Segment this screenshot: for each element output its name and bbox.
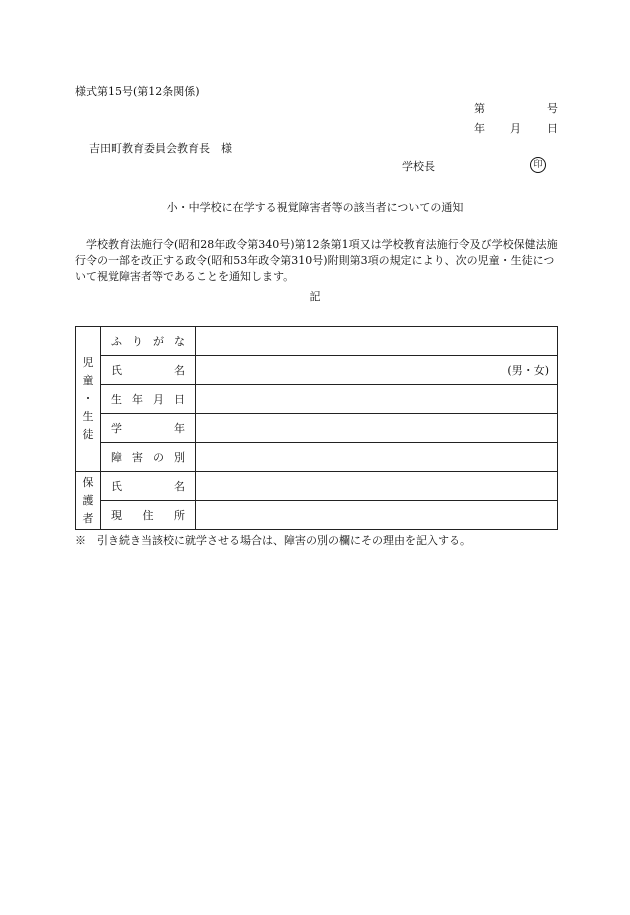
document-number-suffix: 号: [547, 102, 558, 115]
row-label-name: 氏 名: [101, 356, 196, 385]
seal-mark: 印: [530, 157, 546, 173]
body-text: 学校教育法施行令(昭和28年政令第340号)第12条第1項又は学校教育法施行令及び学校保健法施行令の一部を改正する政令(昭和53年政令第310号)附則第3項の規定により、次の児童・生徒について視覚障害者等であることを通知します。: [75, 238, 558, 283]
grade-field[interactable]: [196, 414, 558, 443]
disability-type-field[interactable]: [196, 443, 558, 472]
principal-label: 学校長: [402, 160, 435, 173]
table-row: [76, 501, 558, 530]
row-label-birthdate: 生 年 月 日: [101, 385, 196, 414]
row-label-address: 現 住 所: [101, 501, 196, 530]
row-label-guardian-name: 氏 名: [101, 472, 196, 501]
birthdate-field[interactable]: [196, 385, 558, 414]
form-number: 様式第15号(第12条関係): [75, 85, 200, 98]
date-year-label: 年: [474, 122, 485, 135]
document-number-prefix: 第: [474, 102, 485, 115]
row-label-furigana: ふ り が な: [101, 327, 196, 356]
row-label-grade: 学 年: [101, 414, 196, 443]
table-row: [76, 327, 558, 356]
addressee: 吉田町教育委員会教育長 様: [89, 142, 232, 155]
name-field[interactable]: (男・女): [196, 356, 558, 385]
table-row: [76, 356, 558, 385]
date-day-label: 日: [547, 122, 558, 135]
address-field[interactable]: [196, 501, 558, 530]
table-row: [76, 472, 558, 501]
group-label-guardian: 保 護 者: [76, 472, 101, 530]
group-label-child: 児 童 ・ 生 徒: [76, 327, 101, 472]
table-row: [76, 443, 558, 472]
footnote: ※ 引き続き当該校に就学させる場合は、障害の別の欄にその理由を記入する。: [75, 534, 471, 547]
date-month-label: 月: [510, 122, 521, 135]
notice-table: [75, 326, 558, 530]
guardian-name-field[interactable]: [196, 472, 558, 501]
document-title: 小・中学校に在学する視覚障害者等の該当者についての通知: [166, 201, 464, 214]
row-label-disability-type: 障 害 の 別: [101, 443, 196, 472]
table-row: [76, 414, 558, 443]
ki-label: 記: [309, 290, 321, 303]
furigana-field[interactable]: [196, 327, 558, 356]
table-row: [76, 385, 558, 414]
